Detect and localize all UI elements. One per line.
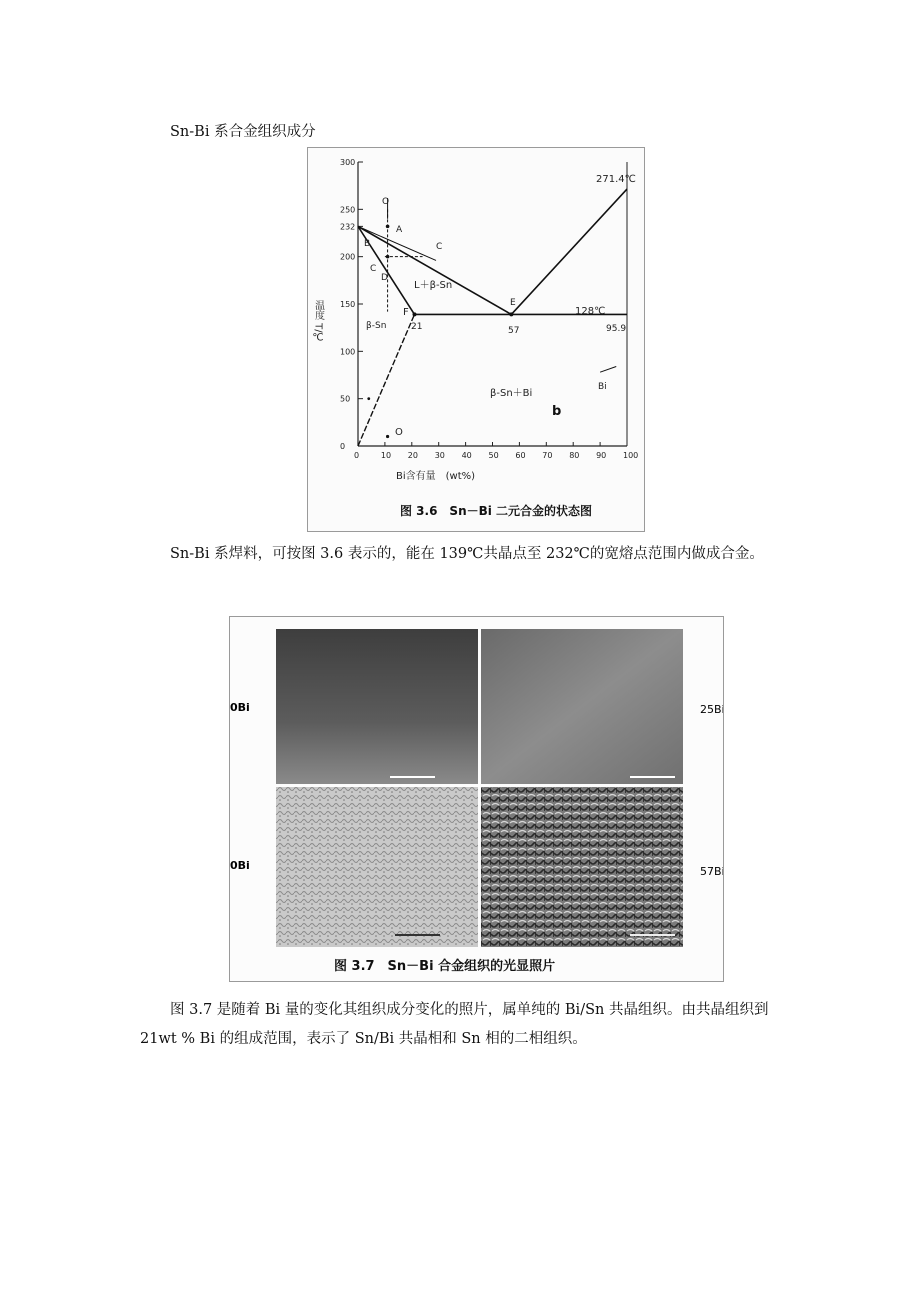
label-C-left: C xyxy=(370,264,377,274)
label-B: B xyxy=(364,239,371,249)
micrograph-25bi xyxy=(481,629,683,784)
label-F: F xyxy=(403,307,409,318)
x-tick-label: 50 xyxy=(488,451,499,460)
phase-line xyxy=(511,189,627,314)
side-label-0bi-bottom: 0Bi xyxy=(230,859,250,872)
point-A xyxy=(386,225,390,229)
x-tick-label: 30 xyxy=(434,451,445,460)
x-tick-label: 100 xyxy=(623,451,639,460)
label-D: D xyxy=(381,273,388,283)
micrograph-57bi xyxy=(481,787,683,947)
Bi-arrow xyxy=(600,366,616,372)
x-tick-label: 20 xyxy=(407,451,418,460)
x-tick-label: 80 xyxy=(569,451,580,460)
point-50 xyxy=(367,397,370,400)
side-label-25bi: 25Bi xyxy=(700,703,723,716)
phase-diagram-figure xyxy=(307,147,645,532)
region-two-phase: β-Sn＋Bi xyxy=(490,388,533,399)
label-271: 271.4℃ xyxy=(596,174,636,185)
label-C-right: C xyxy=(436,242,443,252)
x-tick-label: 70 xyxy=(542,451,553,460)
side-label-57bi: 57Bi xyxy=(700,865,723,878)
paragraph-2: 图 3.7 是随着 Bi 量的变化其组织成分变化的照片，属单纯的 Bi/Sn 共晶组织。由共晶组织到 21wt % Bi 的组成范围，表示了 Sn/Bi 共晶相和 Sn 相的二相组织。 xyxy=(140,1002,769,1047)
micrograph-0bi-bottom xyxy=(276,787,478,947)
label-A: A xyxy=(396,225,403,235)
label-E: E xyxy=(510,298,516,308)
label-Bi: Bi xyxy=(598,382,607,392)
y-tick-label: 232 xyxy=(340,222,356,232)
point-C xyxy=(386,255,390,259)
y-tick-label: 200 xyxy=(340,252,356,262)
y-tick-label: 250 xyxy=(340,205,356,215)
region-liquid: L＋β-Sn xyxy=(414,280,453,291)
phase-line xyxy=(358,226,511,314)
label-O-top: O xyxy=(382,197,390,207)
label-O-bottom: O xyxy=(395,427,403,438)
label-57: 57 xyxy=(508,326,520,336)
y-tick-label: 0 xyxy=(340,442,346,451)
point-O-bottom xyxy=(386,435,389,438)
point-F xyxy=(412,312,416,316)
x-tick-label: 10 xyxy=(380,451,392,460)
micrograph-svg xyxy=(230,617,723,981)
y-axis-label: 温度 T/℃ xyxy=(312,300,324,344)
micrograph-0bi-top xyxy=(276,629,478,784)
paragraph-1: Sn-Bi 系焊料，可按图 3.6 表示的，能在 139℃共晶点至 232℃的宽熔点范围内做成合金。 xyxy=(170,546,764,562)
figure-3-6-caption: 图 3.6 Sn－Bi 二元合金的状态图 xyxy=(400,504,593,518)
section-heading: Sn-Bi 系合金组织成分 xyxy=(170,124,316,140)
figure-3-7-caption: 图 3.7 Sn－Bi 合金组织的光显照片 xyxy=(334,959,556,974)
label-21: 21 xyxy=(411,322,423,332)
micrograph-figure xyxy=(229,616,724,982)
x-tick-label: 60 xyxy=(515,451,526,460)
side-label-0bi-top: 0Bi xyxy=(230,701,250,714)
y-tick-label: 50 xyxy=(340,394,351,404)
y-tick-label: 300 xyxy=(340,158,356,167)
x-tick-label: 40 xyxy=(461,451,472,460)
point-E xyxy=(509,312,513,316)
x-tick-label: 90 xyxy=(596,451,607,460)
x-axis-label: Bi含有量 (wt%) xyxy=(396,471,476,482)
x-tick-label: 0 xyxy=(354,451,360,460)
label-959: 95.9 xyxy=(606,324,627,334)
phase-diagram-svg xyxy=(308,148,644,531)
label-b: b xyxy=(552,404,562,419)
label-128: 128℃ xyxy=(575,306,606,317)
phase-line xyxy=(358,314,414,446)
region-beta: β-Sn xyxy=(366,321,387,331)
y-tick-label: 100 xyxy=(340,347,356,357)
y-tick-label: 150 xyxy=(340,300,356,309)
